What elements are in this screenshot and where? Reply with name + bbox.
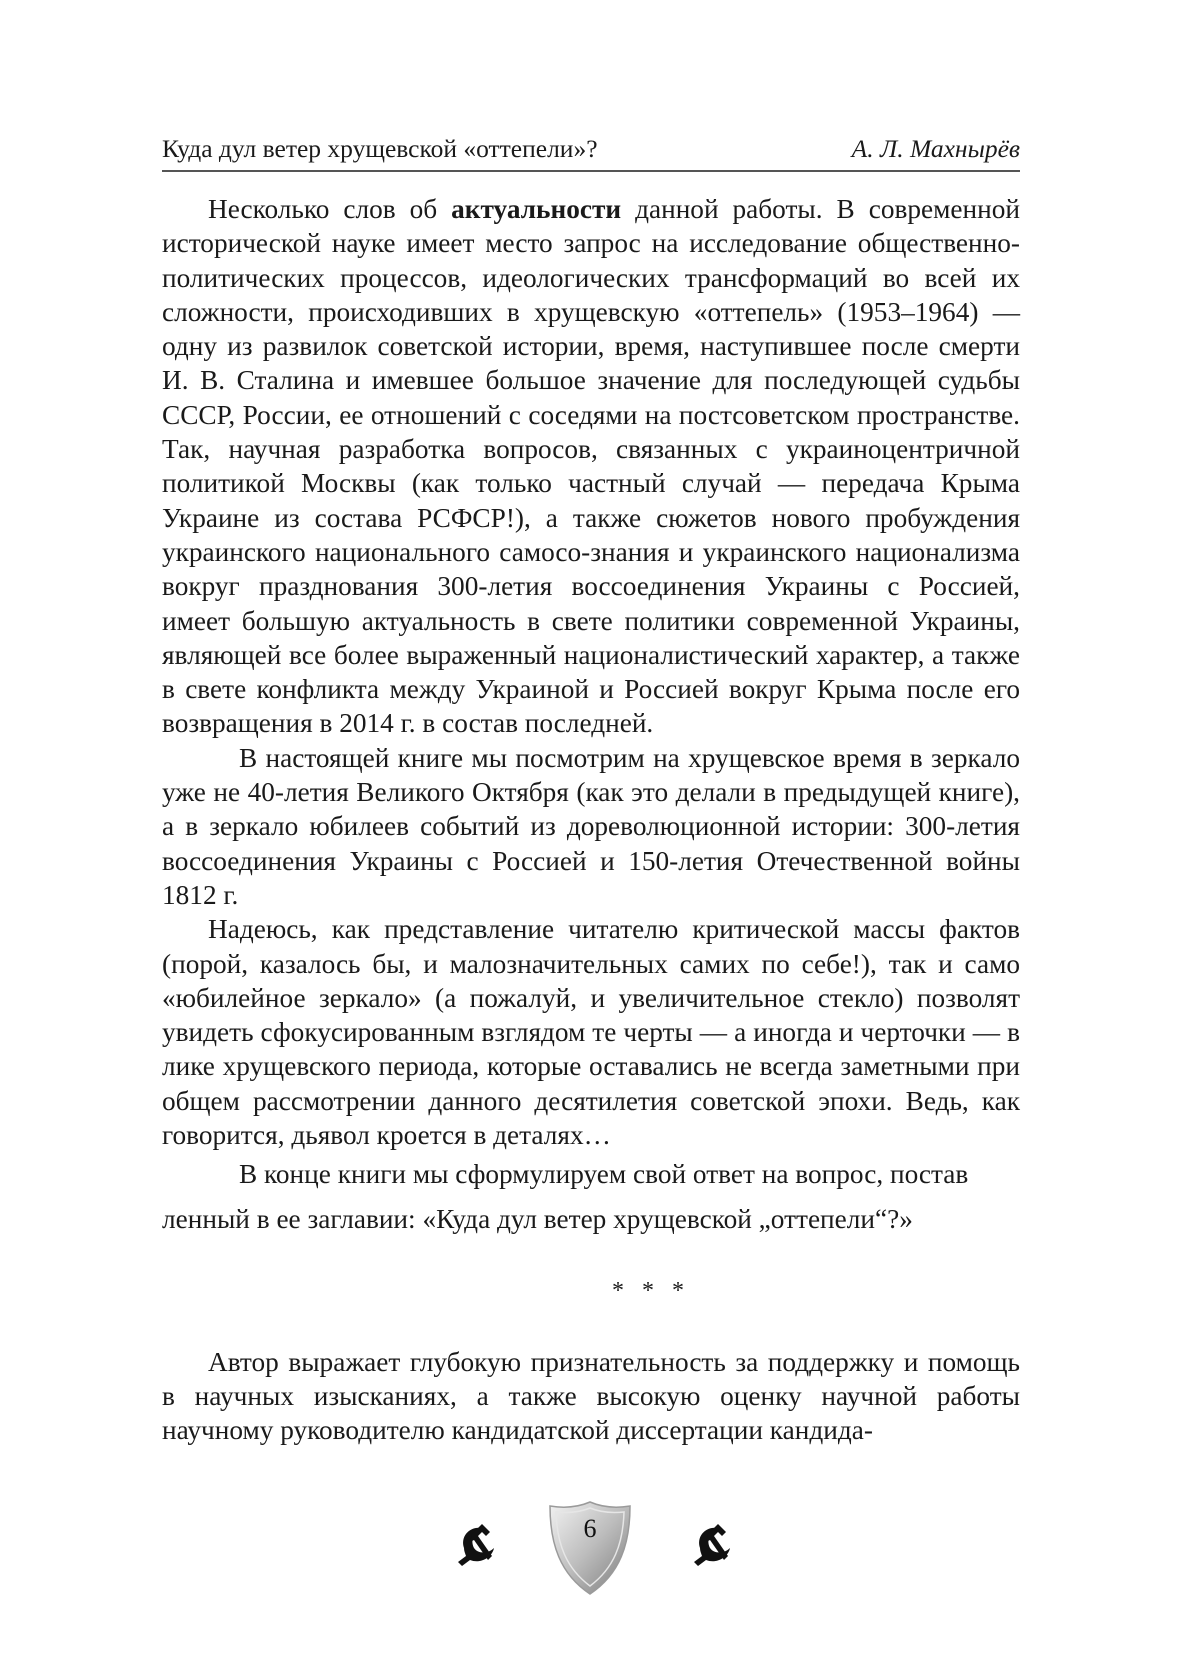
paragraph-relevance-start: Несколько слов об [208,194,452,224]
running-header [162,130,1020,172]
main-text [162,192,1020,1448]
page-footer [0,1500,1200,1610]
bold-term-relevance: актуальности [451,194,622,224]
section-separator: * * * [612,1278,690,1305]
hammer-sickle-icon [452,1518,502,1568]
hammer-sickle-icon [688,1518,738,1568]
paragraph-answer-line2: ленный в ее заглавии: «Куда дул ветер хрущевской „оттепели“?» [162,1204,913,1235]
running-header-title: Куда дул ветер хрущевской «оттепели»? [162,134,598,163]
running-header-author: А. Л. Махнырёв [851,134,1020,163]
paragraph-acknowledgement: Автор выражает глубокую признательность за поддержку и помощь в научных изысканиях, а также высокую оценку научной работы научному руководителю кандидатской диссертации кандида- [162,1346,1020,1446]
paragraph-answer [162,1152,1020,1242]
paragraph-hope: Надеюсь, как представление читателю критической массы фактов (порой, казалось бы, и малозначительных самих по себе!), так и само «юбилейное зеркало» (а пожалуй, и увеличительное стекло) позволят увидеть сфокусированным взглядом те черты — а иногда и черточки — в лике хрущевского периода, которые оставались не всегда заметными при общем рассмотрении данного десятилетия советской эпохи. Ведь, как говорится, дьявол кроется в деталях… [162,914,1020,1151]
page-number: 6 [583,1514,597,1543]
paragraph-answer-line1: В конце книги мы сформулируем свой ответ на вопрос, постав [239,1159,969,1190]
paragraph-mirror: В настоящей книге мы посмотрим на хрущевское время в зеркало уже не 40-летия Великого Октября (как это делали в предыдущей книге), а в зеркало юбилеев событий из дореволюционной истории: 300-летия воссоединения Украины с Россией и 150-летия Отечественной войны 1812 г. [162,742,1020,910]
paragraph-relevance-rest: данной работы. В современной исторической науке имеет место запрос на исследование общественно-политических процессов, идеологических трансформаций во всей их сложности, происходивших в хрущевскую «оттепель» (1953–1964) — одну из развилок советской истории, время, наступившее после смерти И. В. Сталина и имевшее большое значение для последующей судьбы СССР, России, ее отношений с соседями на постсоветском пространстве. Так, научная разработка вопросов, связанных с украиноцентричной политикой Москвы (как только частный случай — передача Крыма Украине из состава РСФСР!), а также сюжетов нового пробуждения украинского национального самосо-знания и украинского национализма вокруг празднования 300-летия воссоединения Украины с Россией, имеет большую актуальность в свете политики современной Украины, являющей все более выраженный националистический характер, а также в свете конфликта между Украиной и Россией вокруг Крыма после его возвращения в 2014 г. в состав последней. [162,194,1021,739]
paragraph-relevance [162,192,1020,741]
